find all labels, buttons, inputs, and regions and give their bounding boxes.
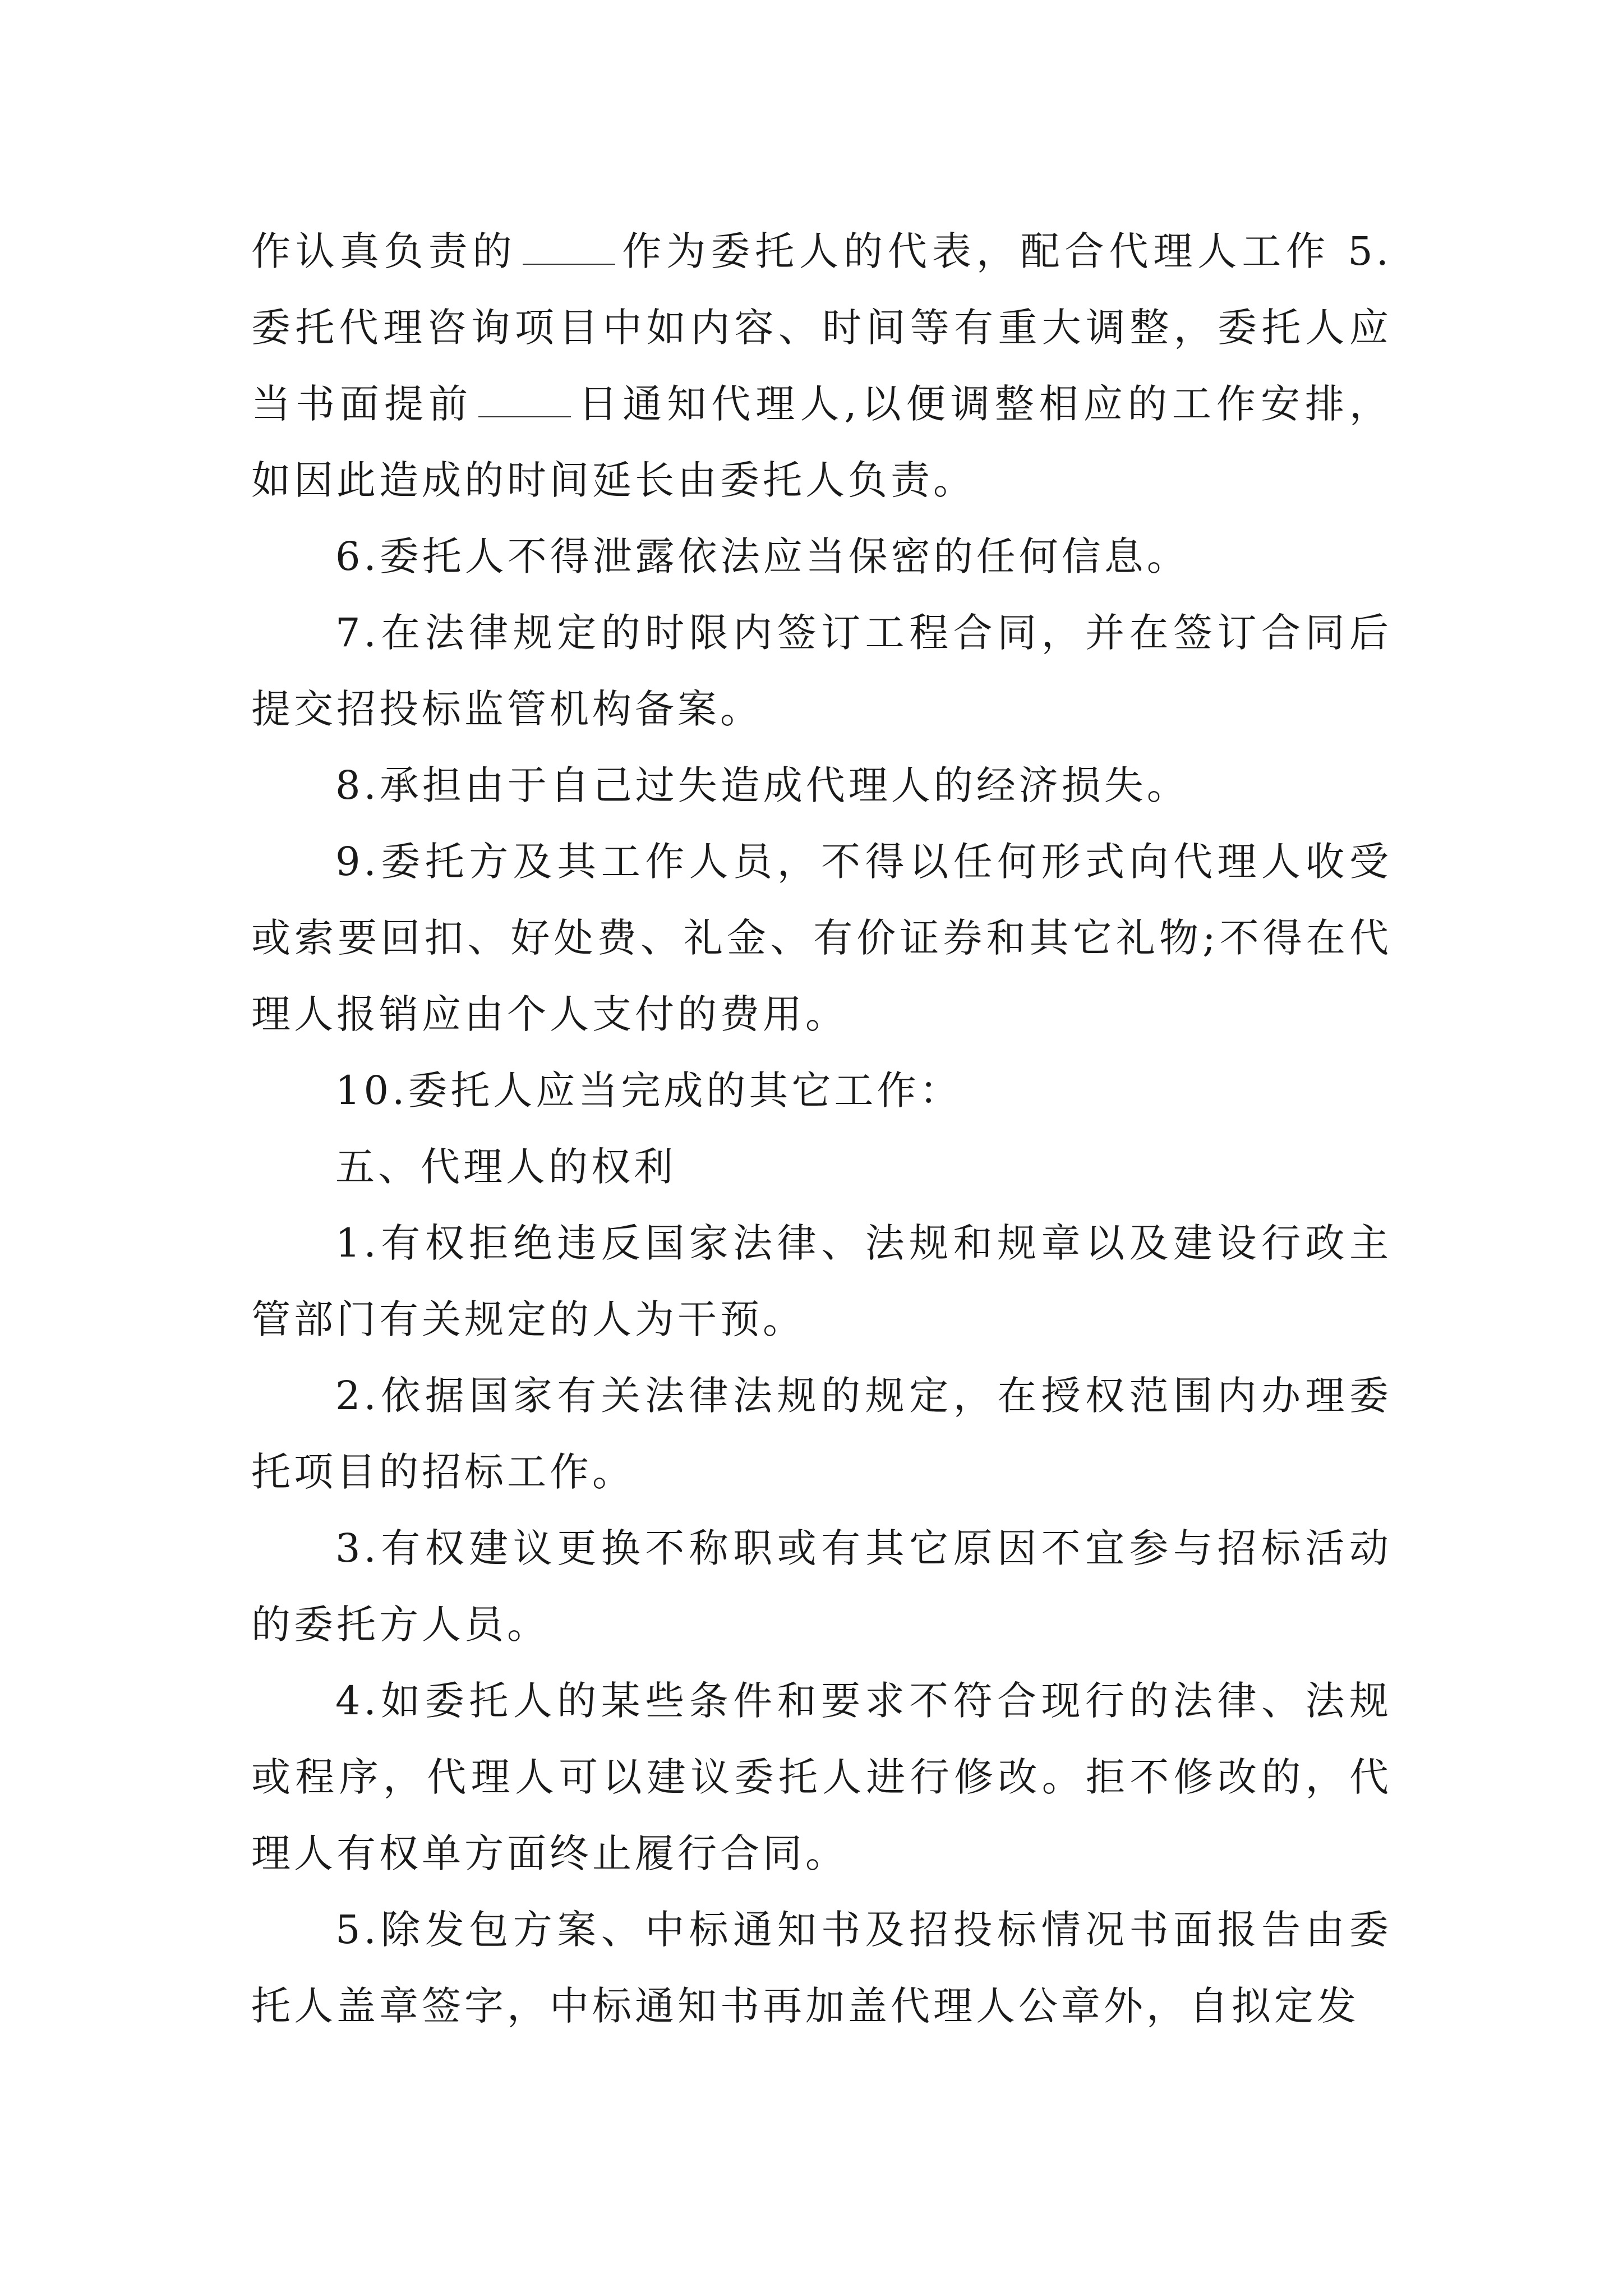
right-clause-4: 4.如委托人的某些条件和要求不符合现行的法律、法规或程序，代理人可以建议委托人进行修改。拒不修改的，代理人有权单方面终止履行合同。	[251, 1678, 1392, 1876]
clause-9: 9.委托方及其工作人员，不得以任何形式向代理人收受或索要回扣、好处费、礼金、有价证券和其它礼物;不得在代理人报销应由个人支付的费用。	[251, 839, 1392, 1037]
clause-7: 7.在法律规定的时限内签订工程合同，并在签订合同后提交招投标监管机构备案。	[251, 610, 1392, 732]
right-clause-5: 5.除发包方案、中标通知书及招投标情况书面报告由委托人盖章签字，中标通知书再加盖代理人公章外，自拟定发	[251, 1907, 1392, 2029]
fill-in-blank	[478, 416, 571, 417]
right-clause-2: 2.依据国家有关法律法规的规定，在授权范围内办理委托项目的招标工作。	[251, 1373, 1392, 1495]
clause-8: 8.承担由于自己过失造成代理人的经济损失。	[335, 762, 1189, 808]
clause-6: 6.委托人不得泄露依法应当保密的任何信息。	[335, 533, 1189, 579]
fill-in-blank	[523, 264, 615, 265]
paragraph-text: 作为委托人的代表，配合代理人工作 5.委托代理咨询项目中如内容、时间等有重大调整，委托人应当书面提前	[251, 228, 1393, 427]
paragraph-text: 日通知代理人,以便调整相应的工作安排，如因此造成的时间延长由委托人负责。	[251, 381, 1392, 503]
section-heading: 五、代理人的权利	[335, 1144, 676, 1190]
paragraph-text: 作认真负责的	[251, 228, 517, 274]
paragraph-continuation	[251, 213, 1392, 518]
document-body	[251, 213, 1392, 2044]
right-clause-1: 1.有权拒绝违反国家法律、法规和规章以及建设行政主管部门有关规定的人为干预。	[251, 1220, 1392, 1342]
clause-10: 10.委托人应当完成的其它工作：	[335, 1068, 962, 1114]
right-clause-3: 3.有权建议更换不称职或有其它原因不宜参与招标活动的委托方人员。	[251, 1525, 1392, 1648]
